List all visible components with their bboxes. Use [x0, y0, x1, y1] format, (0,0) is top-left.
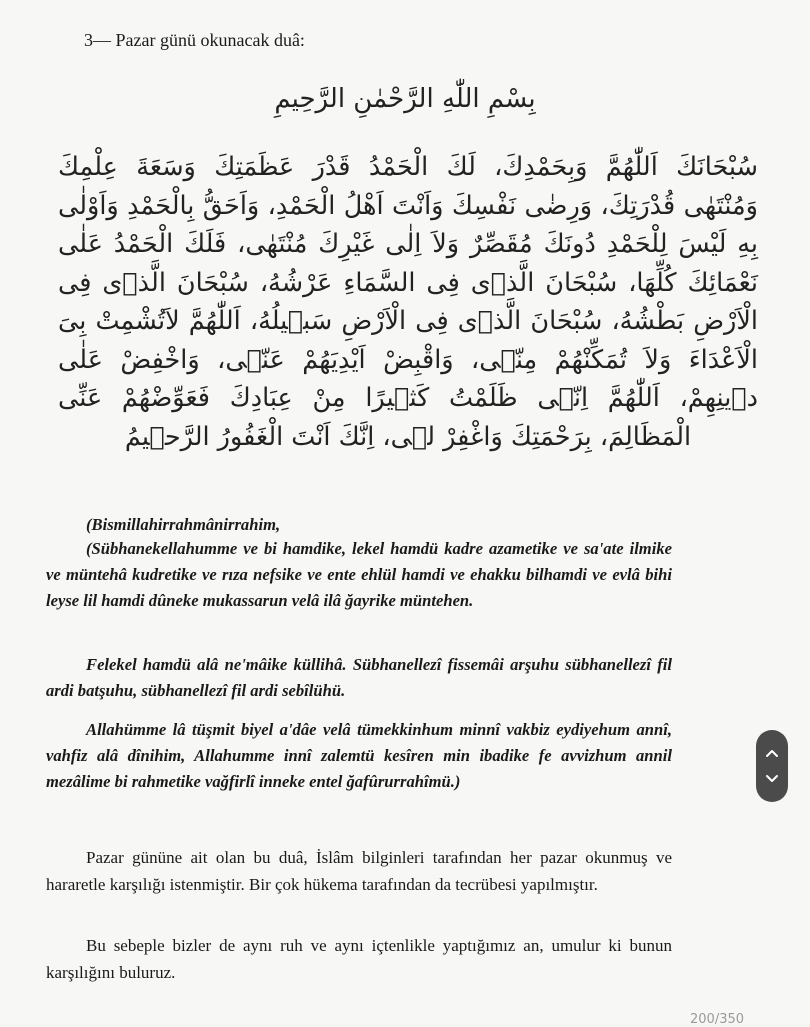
- chevron-up-icon: [765, 748, 779, 758]
- page-scroll-widget: [756, 730, 788, 802]
- transliteration-bismillah: (Bismillahirrahmânirrahim,: [86, 515, 281, 534]
- chevron-down-icon: [765, 774, 779, 784]
- explanation-paragraph-2: Bu sebeple bizler de aynı ruh ve aynı içtenlikle yaptığımız an, umulur ki bunun karşılığını buluruz.: [46, 936, 672, 982]
- bismillah-arabic: بِسْمِ اللّٰهِ الرَّحْمٰنِ الرَّحِيمِ: [274, 84, 536, 114]
- transliteration-paragraph-2: Felekel hamdü alâ ne'mâike küllihâ. Sübhanellezî fissemâi arşuhu sübhanellezî fil ardi batşuhu, sübhanellezî fil ardi sebîlühü.: [46, 655, 672, 700]
- page-number-indicator: 200/350: [690, 1012, 745, 1027]
- scroll-down-button[interactable]: [762, 769, 782, 789]
- transliteration-paragraph-3: Allahümme lâ tüşmit biyel a'dâe velâ tümekkinhum minnî vakbiz eydiyehum annî, vahfiz alâ dînihim, Allahumme innî zalemtü kesîren min ibadike fe avvizhum annil mezâlime bi rahmetike vağfirlî inneke entel ğafûrurrahîmü.): [46, 720, 672, 791]
- transliteration-paragraph-1: (Sübhanekellahumme ve bi hamdike, lekel hamdü kadre azametike ve sa'ate ilmike ve müntehâ kudretike ve rıza nefsike ve ente ehlül hamdi ve ehakku bilhamdi ve evlâ bihi leyse lil hamdi dûneke mukassarun velâ ilâ ğayrike müntehen.: [46, 539, 672, 610]
- section-heading: 3— Pazar günü okunacak duâ:: [84, 30, 305, 50]
- arabic-prayer-text: سُبْحَانَكَ اَللّٰهُمَّ وَبِحَمْدِكَ، لَكَ الْحَمْدُ قَدْرَ عَظَمَتِكَ وَسَعَةَ عِلْمِكَ وَمُنْتَهٰى قُدْرَتِكَ، وَرِضٰى نَفْسِكَ وَاَنْتَ اَهْلُ الْحَمْدِ، وَاَحَقُّ بِالْحَمْدِ وَاَوْلٰى بِهِ لَيْسَ لِلْحَمْدِ دُونَكَ مُقَصِّرٌ وَلاَ اِلٰى غَيْرِكَ مُنْتَهٰى، فَلَكَ الْحَمْدُ عَلٰى نَعْمَائِكَ كُلِّهَا، سُبْحَانَ الَّذٖى فِى السَّمَاءِ عَرْشُهُ، سُبْحَانَ الَّذٖى فِى الْاَرْضِ بَطْشُهُ، سُبْحَانَ الَّذٖى فِى الْاَرْضِ سَبٖيلُهُ، اَللّٰهُمَّ لاَتُشْمِتْ بِىَ الْاَعْدَاءَ وَلاَ تُمَكِّنْهُمْ مِنّٖى، وَاقْبِضْ اَيْدِيَهُمْ عَنّٖى، وَاخْفِضْ عَلٰى دٖينِهِمْ، اَللّٰهُمَّ اِنّٖى ظَلَمْتُ كَثٖيرًا مِنْ عِبَادِكَ فَعَوِّضْهُمْ عَنِّى الْمَظَالِمَ، بِرَحْمَتِكَ وَاغْفِرْ لٖى، اِنَّكَ اَنْتَ الْغَفُورُ الرَّحٖيمُ: [58, 152, 758, 452]
- explanation-paragraph-1: Pazar gününe ait olan bu duâ, İslâm bilginleri tarafından her pazar okunmuş ve hararetle karşılığı istenmiştir. Bir çok hükema tarafından da tecrübesi yapılmıştır.: [46, 848, 672, 894]
- scroll-up-button[interactable]: [762, 743, 782, 763]
